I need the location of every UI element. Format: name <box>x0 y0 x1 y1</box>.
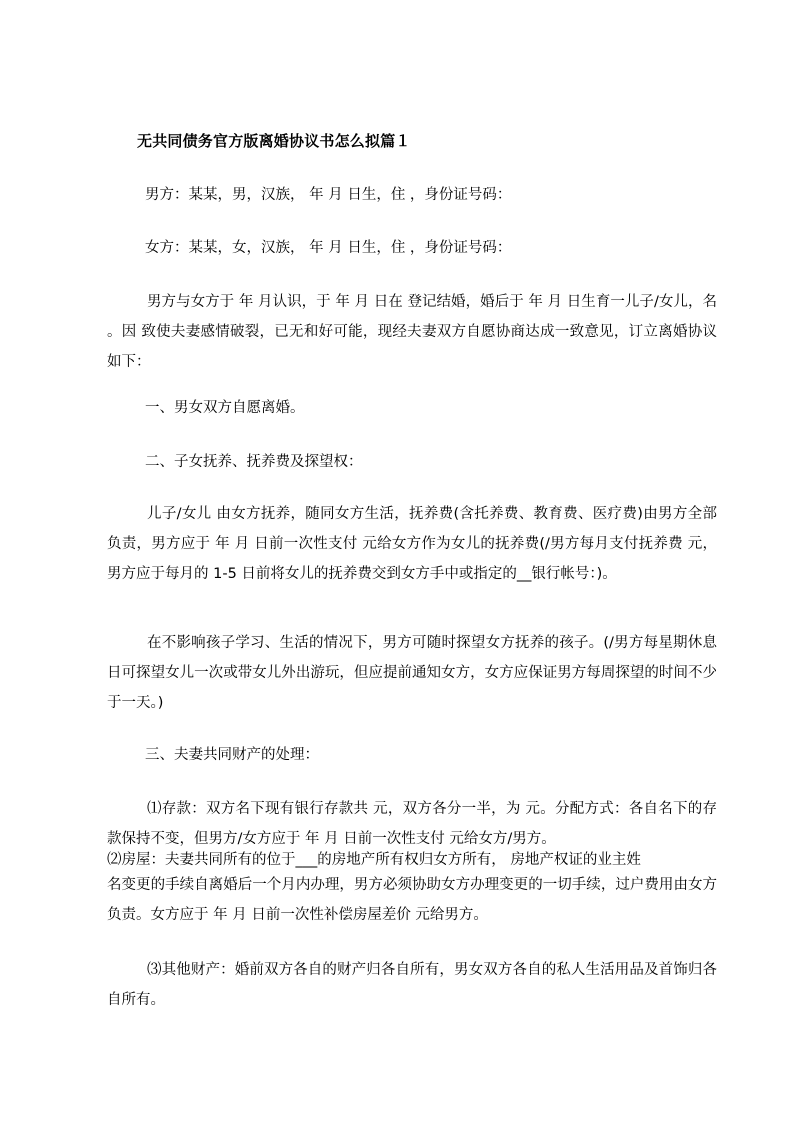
document-title: 无共同债务官方版离婚协议书怎么拟篇１ <box>137 132 411 150</box>
section-three-heading: 三、夫妻共同财产的处理： <box>145 747 319 763</box>
intro-paragraph: 男方与女方于 年 月认识，于 年 月 日在 登记结婚，婚后于 年 月 日生育一儿子/女儿，名 。因 致使夫妻感情破裂，已无和好可能，现经夫妻双方自愿协商达成一致意见，订立离婚协议如下： <box>107 294 717 370</box>
savings-paragraph: ⑴存款：双方名下现有银行存款共 元，双方各分一半，为 元。分配方式：各自名下的存款保持不变，但男方/女方应于 年 月 日前一次性支付 元给女方/男方。 <box>107 801 717 847</box>
house-paragraph-first-line: ⑵房屋：夫妻共同所有的位于___的房地产所有权归女方所有， 房地产权证的业主姓 <box>107 852 641 868</box>
section-two-heading: 二、子女抚养、抚养费及探望权： <box>145 454 363 470</box>
visitation-paragraph: 在不影响孩子学习、生活的情况下，男方可随时探望女方抚养的孩子。(/男方每星期休息日可探望女儿一次或带女儿外出游玩，但应提前通知女方，女方应保证男方每周探望的时间不少于一天。) <box>107 635 717 711</box>
custody-paragraph: 儿子/女儿 由女方抚养，随同女方生活，抚养费(含托养费、教育费、医疗费)由男方全部负责，男方应于 年 月 日前一次性支付 元给女方作为女儿的抚养费(/男方每月支付抚养费 元，男方应于每月的 1-5 日前将女儿的抚养费交到女方手中或指定的__银行帐号：)。 <box>107 506 717 582</box>
house-paragraph-rest: 名变更的手续自离婚后一个月内办理，男方必须协助女方办理变更的一切手续，过户费用由女方负责。女方应于 年 月 日前一次性补偿房屋差价 元给男方。 <box>107 877 717 923</box>
section-one-heading: 一、男女双方自愿离婚。 <box>145 400 305 416</box>
other-property-paragraph: ⑶其他财产：婚前双方各自的财产归各自所有，男女双方各自的私人生活用品及首饰归各自所有。 <box>107 962 717 1008</box>
man-info-line: 男方：某某，男，汉族， 年 月 日生，住 ，身份证号码： <box>145 187 512 203</box>
woman-info-line: 女方：某某，女，汉族， 年 月 日生，住 ，身份证号码： <box>145 240 512 256</box>
